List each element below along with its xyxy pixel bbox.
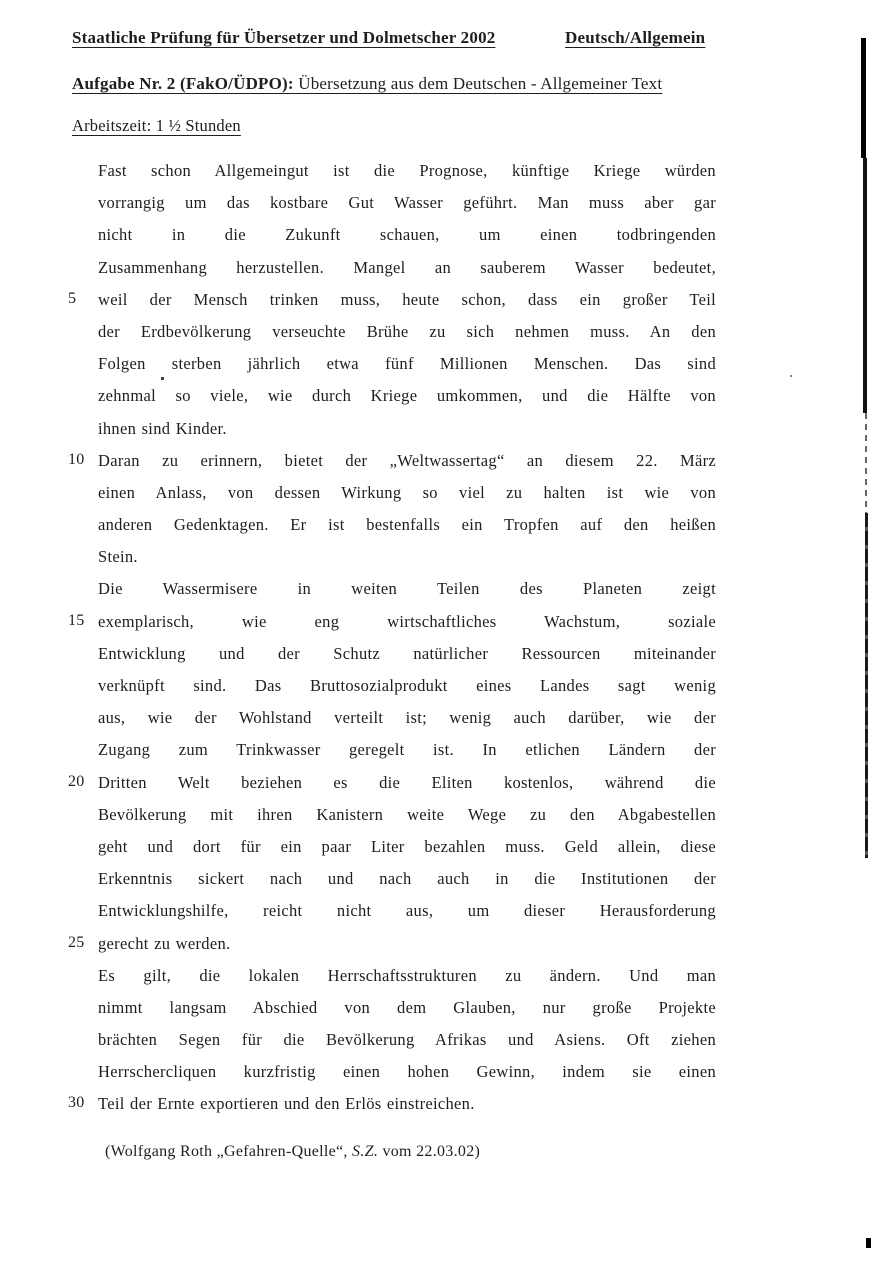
line-text: Stein. (98, 547, 138, 567)
line-number: 20 (68, 772, 85, 790)
text-line (68, 998, 716, 1030)
text-line (68, 579, 716, 611)
citation (105, 1143, 480, 1161)
citation-suffix: vom 22.03.02) (378, 1143, 481, 1160)
text-line (68, 258, 716, 290)
text-line (68, 966, 716, 998)
line-text: vorrangig um das kostbare Gut Wasser geführt. Man muss aber gar (98, 193, 716, 213)
line-number (68, 676, 98, 708)
line-number: 15 (68, 611, 85, 629)
text-line (68, 644, 716, 676)
line-text: der Erdbevölkerung verseuchte Brühe zu sich nehmen muss. An den (98, 321, 716, 341)
line-text: Erkenntnis sickert nach und nach auch in die Institutionen der (98, 869, 716, 889)
line-number: 5 (68, 289, 77, 307)
line-text: nimmt langsam Abschied von dem Glauben, nur große Projekte (98, 997, 716, 1017)
text-line (68, 322, 716, 354)
document-header (72, 28, 832, 48)
text-line (68, 161, 716, 193)
line-number (68, 322, 98, 354)
task-label: Aufgabe Nr. 2 (FakO/ÜDPO): (72, 74, 294, 93)
text-line (68, 386, 716, 418)
line-text: Daran zu erinnern, bietet der „Weltwassertag“ an diesem 22. März (98, 450, 716, 470)
scan-artifact-speck (790, 375, 792, 377)
line-number (68, 1062, 98, 1094)
task-header (72, 74, 662, 94)
line-text: Entwicklungshilfe, reicht nicht aus, um dieser Herausforderung (98, 901, 716, 921)
line-number (68, 547, 98, 579)
line-text: Entwicklung und der Schutz natürlicher Ressourcen miteinander (98, 643, 716, 663)
line-number: 30 (68, 1094, 85, 1112)
line-number: 10 (68, 450, 85, 468)
line-text: brächten Segen für die Bevölkerung Afrikas und Asiens. Oft ziehen (98, 1030, 716, 1050)
text-line (68, 515, 716, 547)
line-number (68, 419, 98, 451)
exam-subject: Deutsch/Allgemein (565, 28, 706, 47)
text-line (68, 290, 716, 322)
work-time-row (72, 116, 241, 136)
line-text: exemplarisch, wie eng wirtschaftliches Wachstum, soziale (98, 611, 716, 631)
text-line (68, 934, 716, 966)
line-text: Herrschercliquen kurzfristig einen hohen Gewinn, indem sie einen (98, 1062, 716, 1082)
body-text (68, 161, 716, 1127)
line-text: verknüpft sind. Das Bruttosozialprodukt eines Landes sagt wenig (98, 676, 716, 695)
line-number (68, 579, 98, 611)
line-number (68, 837, 98, 869)
text-line (68, 837, 716, 869)
line-text: Zusammenhang herzustellen. Mangel an sauberem Wasser bedeutet, (98, 257, 716, 277)
line-text: Dritten Welt beziehen es die Eliten kostenlos, während die (98, 772, 716, 792)
text-line (68, 1094, 716, 1126)
line-text: gerecht zu werden. (98, 933, 231, 953)
line-number (68, 354, 98, 386)
line-number (68, 193, 98, 225)
exam-title: Staatliche Prüfung für Übersetzer und Dolmetscher 2002 (72, 28, 496, 47)
text-line (68, 193, 716, 225)
line-text: Die Wassermisere in weiten Teilen des Planeten zeigt (98, 579, 716, 599)
text-line (68, 740, 716, 772)
work-time: Arbeitszeit: 1 ½ Stunden (72, 116, 241, 135)
line-number (68, 258, 98, 290)
line-text: weil der Mensch trinken muss, heute schon, dass ein großer Teil (98, 289, 716, 309)
scan-artifact-speck (866, 1238, 871, 1248)
scan-artifact-line (865, 413, 867, 513)
line-number (68, 901, 98, 933)
line-number (68, 869, 98, 901)
text-line (68, 419, 716, 451)
line-text: einen Anlass, von dessen Wirkung so viel zu halten ist wie von (98, 482, 716, 502)
line-number (68, 998, 98, 1030)
line-text: geht und dort für ein paar Liter bezahlen muss. Geld allein, diese (98, 836, 716, 856)
line-text: Bevölkerung mit ihren Kanistern weite Wege zu den Abgabestellen (98, 804, 716, 824)
text-line (68, 773, 716, 805)
line-text: aus, wie der Wohlstand verteilt ist; wenig auch darüber, wie der (98, 708, 716, 728)
line-number (68, 644, 98, 676)
line-number (68, 805, 98, 837)
text-line (68, 612, 716, 644)
line-text: ihnen sind Kinder. (98, 418, 227, 438)
text-line (68, 547, 716, 579)
line-text: Fast schon Allgemeingut ist die Prognose, künftige Kriege würden (98, 161, 716, 180)
scan-artifact-speck (161, 377, 164, 380)
text-line (68, 451, 716, 483)
line-text: zehnmal so viele, wie durch Kriege umkommen, und die Hälfte von (98, 386, 716, 406)
line-number (68, 740, 98, 772)
text-line (68, 354, 716, 386)
text-line (68, 901, 716, 933)
text-line (68, 1030, 716, 1062)
line-number (68, 1030, 98, 1062)
text-line (68, 676, 716, 708)
line-number (68, 966, 98, 998)
line-text: anderen Gedenktagen. Er ist bestenfalls ein Tropfen auf den heißen (98, 515, 716, 535)
line-text: Zugang zum Trinkwasser geregelt ist. In etlichen Ländern der (98, 740, 716, 760)
line-number (68, 708, 98, 740)
scan-artifact-line (863, 158, 867, 413)
scan-artifact-line (861, 38, 866, 158)
line-text: Folgen sterben jährlich etwa fünf Millionen Menschen. Das sind (98, 354, 716, 374)
line-number (68, 483, 98, 515)
text-line (68, 708, 716, 740)
line-text: nicht in die Zukunft schauen, um einen todbringenden (98, 225, 716, 245)
line-text: Es gilt, die lokalen Herrschaftsstrukturen zu ändern. Und man (98, 965, 716, 985)
line-number (68, 225, 98, 257)
line-number: 25 (68, 933, 85, 951)
line-number (68, 386, 98, 418)
text-line (68, 1062, 716, 1094)
text-line (68, 225, 716, 257)
citation-source: S.Z. (352, 1143, 379, 1160)
line-number (68, 515, 98, 547)
text-line (68, 805, 716, 837)
text-line (68, 483, 716, 515)
scan-artifact-line (865, 513, 868, 858)
line-number (68, 161, 98, 193)
line-text: Teil der Ernte exportieren und den Erlös einstreichen. (98, 1094, 475, 1114)
text-line (68, 869, 716, 901)
citation-prefix: (Wolfgang Roth „Gefahren-Quelle“, (105, 1143, 353, 1160)
task-description: Übersetzung aus dem Deutschen - Allgemeiner Text (293, 74, 663, 93)
